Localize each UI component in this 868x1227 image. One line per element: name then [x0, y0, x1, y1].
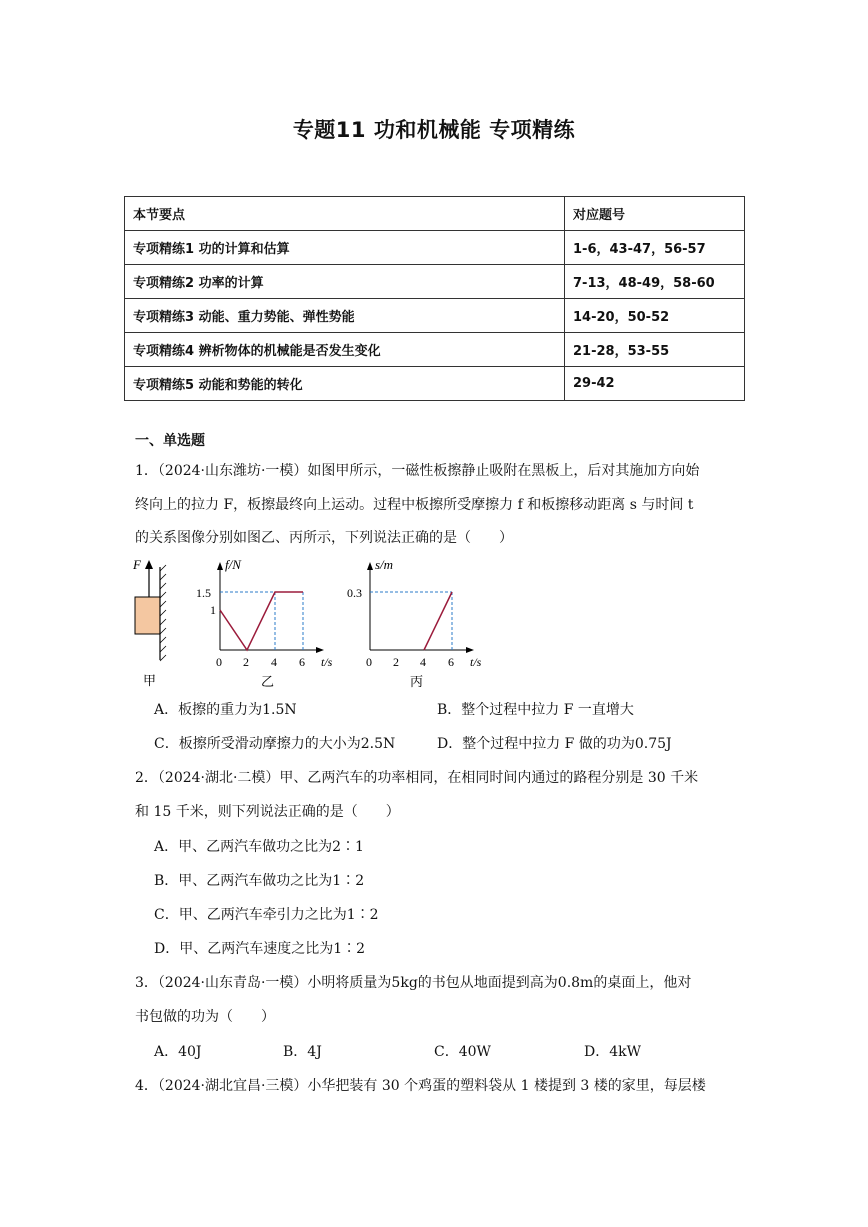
bing-y-tick: 0.3 [347, 586, 362, 600]
figure-yi [196, 557, 333, 689]
wall-hatching [160, 565, 166, 661]
section-heading: 一、单选题 [135, 433, 205, 449]
table-row [125, 299, 745, 333]
yi-x-tick: 4 [271, 655, 277, 669]
yi-y-tick: 1 [210, 603, 216, 617]
question-3-option-d: D．4kW [584, 1044, 642, 1060]
question-1-line: 1．（2024·山东潍坊·一模）如图甲所示，一磁性板擦静止吸附在黑板上，后对其施加方向始 [135, 463, 700, 479]
figure-bing [347, 557, 482, 689]
bing-x-tick: 6 [448, 655, 454, 669]
yi-x-arrow [316, 647, 324, 653]
question-1-line: 的关系图像分别如图乙、丙所示，下列说法正确的是（ ） [135, 530, 513, 546]
table-cell: 14-20，50-52 [565, 299, 745, 333]
question-2-option-a: A．甲、乙两汽车做功之比为2∶1 [154, 839, 364, 855]
bing-x-tick: 0 [366, 655, 372, 669]
eraser-block [135, 597, 160, 634]
table-header-cell: 对应题号 [565, 197, 745, 231]
figure-yi-label: 乙 [261, 674, 275, 689]
bing-distance-line [424, 592, 452, 650]
table-cell: 1-6，43-47，56-57 [565, 231, 745, 265]
question-4-line: 4．（2024·湖北宜昌·三模）小华把装有 30 个鸡蛋的塑料袋从 1 楼提到 3 楼的家里，每层楼 [135, 1078, 706, 1094]
question-1-option-b: B．整个过程中拉力 F 一直增大 [437, 702, 634, 718]
yi-x-axis-label: t/s [321, 655, 333, 669]
yi-y-arrow [217, 562, 223, 570]
question-3-option-a: A．40J [154, 1044, 202, 1060]
question-2-option-c: C．甲、乙两汽车牵引力之比为1∶2 [154, 907, 379, 923]
figure-bing-label: 丙 [410, 674, 424, 689]
figure-jia [132, 557, 166, 688]
table-cell: 专项精练4 辨析物体的机械能是否发生变化 [125, 333, 565, 367]
yi-y-axis-label: f/N [225, 557, 241, 572]
table-cell: 29-42 [565, 367, 745, 401]
table-row [125, 333, 745, 367]
table-row [125, 265, 745, 299]
table-cell: 专项精练2 功率的计算 [125, 265, 565, 299]
question-1-figure [125, 555, 495, 690]
figure-jia-label: 甲 [143, 673, 157, 688]
force-arrow-head [145, 560, 153, 569]
yi-y-tick: 1.5 [196, 586, 211, 600]
table-cell: 专项精练1 功的计算和估算 [125, 231, 565, 265]
topic-table [124, 196, 745, 401]
bing-x-tick: 2 [393, 655, 399, 669]
table-row [125, 231, 745, 265]
bing-y-axis-label: s/m [375, 557, 394, 572]
force-label: F [133, 557, 141, 572]
question-1-line: 终向上的拉力 F，板擦最终向上运动。过程中板擦所受摩擦力 f 和板擦移动距离 s 与时间 t [135, 497, 694, 513]
question-3-option-c: C．40W [434, 1044, 491, 1060]
table-row [125, 367, 745, 401]
table-cell: 7-13，48-49，58-60 [565, 265, 745, 299]
question-3-line: 书包做的功为（ ） [135, 1009, 275, 1025]
question-1-option-d: D．整个过程中拉力 F 做的功为0.75J [437, 736, 672, 752]
page-title: 专题11 功和机械能 专项精练 [292, 118, 576, 142]
question-1-option-a: A．板擦的重力为1.5N [154, 702, 297, 718]
bing-y-arrow [367, 562, 373, 570]
yi-friction-line [220, 592, 303, 650]
yi-x-tick: 0 [216, 655, 222, 669]
question-3-line: 3．（2024·山东青岛·一模）小明将质量为5kg的书包从地面提到高为0.8m的桌面上，他对 [135, 975, 692, 991]
table-cell: 专项精练3 动能、重力势能、弹性势能 [125, 299, 565, 333]
bing-x-axis-label: t/s [470, 655, 482, 669]
table-cell: 21-28，53-55 [565, 333, 745, 367]
question-2-line: 和 15 千米，则下列说法正确的是（ ） [135, 804, 400, 820]
table-cell: 专项精练5 动能和势能的转化 [125, 367, 565, 401]
question-2-option-d: D．甲、乙两汽车速度之比为1∶2 [154, 941, 366, 957]
yi-x-tick: 2 [243, 655, 249, 669]
table-header-row [125, 197, 745, 231]
question-1-option-c: C．板擦所受滑动摩擦力的大小为2.5N [154, 736, 396, 752]
question-2-line: 2．（2024·湖北·二模）甲、乙两汽车的功率相同，在相同时间内通过的路程分别是 30 千米 [135, 770, 699, 786]
table-header-cell: 本节要点 [125, 197, 565, 231]
question-3-option-b: B．4J [283, 1044, 322, 1060]
bing-x-tick: 4 [420, 655, 426, 669]
question-2-option-b: B．甲、乙两汽车做功之比为1∶2 [154, 873, 365, 889]
bing-x-arrow [466, 647, 474, 653]
yi-x-tick: 6 [299, 655, 305, 669]
